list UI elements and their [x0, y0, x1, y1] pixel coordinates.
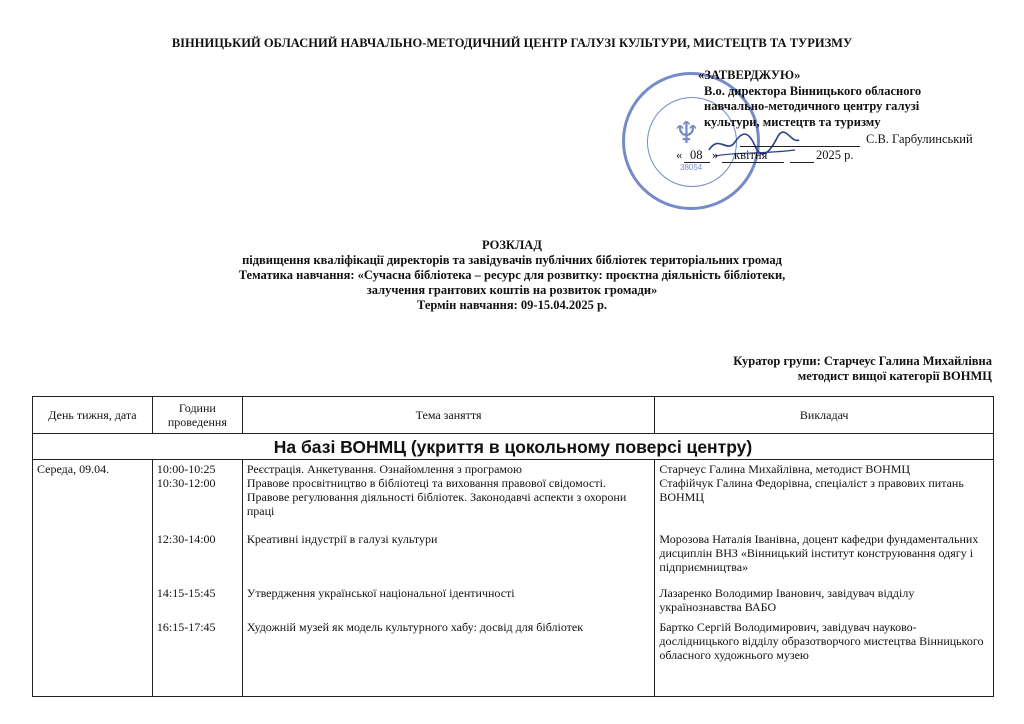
document-heading [0, 238, 1024, 313]
date-day: 08 [690, 148, 703, 162]
header-lecturer: Викладач [655, 397, 994, 434]
lecturer-item: Старчеус Галина Михайлівна, методист ВОНМЦ [659, 462, 911, 476]
time-slot: 14:15-15:45 [156, 586, 216, 600]
document-subtitle: підвищення кваліфікації директорів та завідувачів публічних бібліотек територіальних громад [242, 253, 782, 267]
lecturer-cell [655, 460, 994, 697]
topic-item: Утвердження української національної ідентичності [246, 586, 515, 600]
time-slot: 10:30-12:00 [156, 476, 216, 490]
hours-cell [152, 460, 242, 697]
lecturer-item: Морозова Наталія Іванівна, доцент кафедри фундаментальних дисциплін ВНЗ «Вінницький інститут конструювання одягу і підприємництва» [659, 532, 979, 574]
date-month: квітня [734, 148, 768, 162]
trident-icon: ♆ [673, 117, 700, 150]
header-day: День тижня, дата [33, 397, 153, 434]
approval-position-1: В.о. директора Вінницького обласного [704, 83, 922, 98]
date-open-quote: « [676, 148, 683, 162]
approval-position-3: культури, мистецтв та туризму [704, 114, 881, 129]
lecturer-item: Стафійчук Галина Федорівна, спеціаліст з правових питань ВОНМЦ [659, 476, 964, 504]
topic-item: Правове просвітництво в бібліотеці та виховання правової свідомості. Правове регулювання діяльності бібліотек. Законодавчі аспекти з охорони праці [246, 476, 627, 518]
curator-line-1: Куратор групи: Старчеус Галина Михайлівна [733, 354, 992, 368]
header-hours: Години проведення [152, 397, 242, 434]
venue-row [33, 434, 994, 460]
signatory-name: С.В. Гарбулинський [866, 132, 973, 146]
date-year-underline [790, 162, 814, 163]
table-header-row [33, 397, 994, 434]
date-close-quote: » [712, 148, 719, 162]
document-topic-line-1: Тематика навчання: «Сучасна бібліотека – ресурс для розвитку: проєктна діяльність бібліотеки, [238, 268, 786, 282]
date-year: 2025 р. [816, 148, 854, 162]
stamp-number: 38054 [680, 163, 703, 172]
time-slot: 12:30-14:00 [156, 532, 216, 546]
signature-row [630, 132, 1010, 148]
approval-position-2: навчально-методичного центру галузі [704, 99, 920, 113]
curator-line-2: методист вищої категорії ВОНМЦ [797, 369, 992, 383]
approval-title: «ЗАТВЕРДЖУЮ» [698, 68, 801, 82]
table-row [33, 460, 994, 697]
curator-block [733, 354, 992, 384]
approval-date [630, 148, 1010, 164]
topic-cell [242, 460, 655, 697]
approval-block [630, 68, 1010, 164]
venue-label: На базі ВОНМЦ (укриття в цокольному поверсі центру) [33, 434, 994, 460]
lecturer-item: Бартко Сергій Володимирович, завідувач науково-дослідницького відділу образотворчого мистецтва Вінницького обласного художнього музею [659, 620, 984, 662]
topic-item: Креативні індустрії в галузі культури [246, 532, 438, 546]
lecturer-item: Лазаренко Володимир Іванович, завідувач відділу українознавства ВАБО [659, 586, 915, 614]
document-topic-line-2: залучення грантових коштів на розвиток громади» [366, 283, 658, 297]
document-title: РОЗКЛАД [482, 238, 542, 252]
organization-name: ВІННИЦЬКИЙ ОБЛАСНИЙ НАВЧАЛЬНО-МЕТОДИЧНИЙ ЦЕНТР ГАЛУЗІ КУЛЬТУРИ, МИСТЕЦТВ ТА ТУРИЗМУ [171, 36, 853, 50]
date-day-underline [684, 162, 710, 163]
schedule-table [32, 396, 994, 697]
time-slot: 10:00-10:25 [156, 462, 216, 476]
day-cell: Середа, 09.04. [33, 460, 153, 697]
topic-item: Реєстрація. Анкетування. Ознайомлення з програмою [246, 462, 522, 476]
document-term: Термін навчання: 09-15.04.2025 р. [416, 298, 608, 312]
time-slot: 16:15-17:45 [156, 620, 216, 634]
header-topic: Тема заняття [242, 397, 655, 434]
topic-item: Художній музей як модель культурного хабу: досвід для бібліотек [246, 620, 584, 634]
date-month-underline [722, 162, 784, 163]
signature-line [740, 146, 860, 147]
